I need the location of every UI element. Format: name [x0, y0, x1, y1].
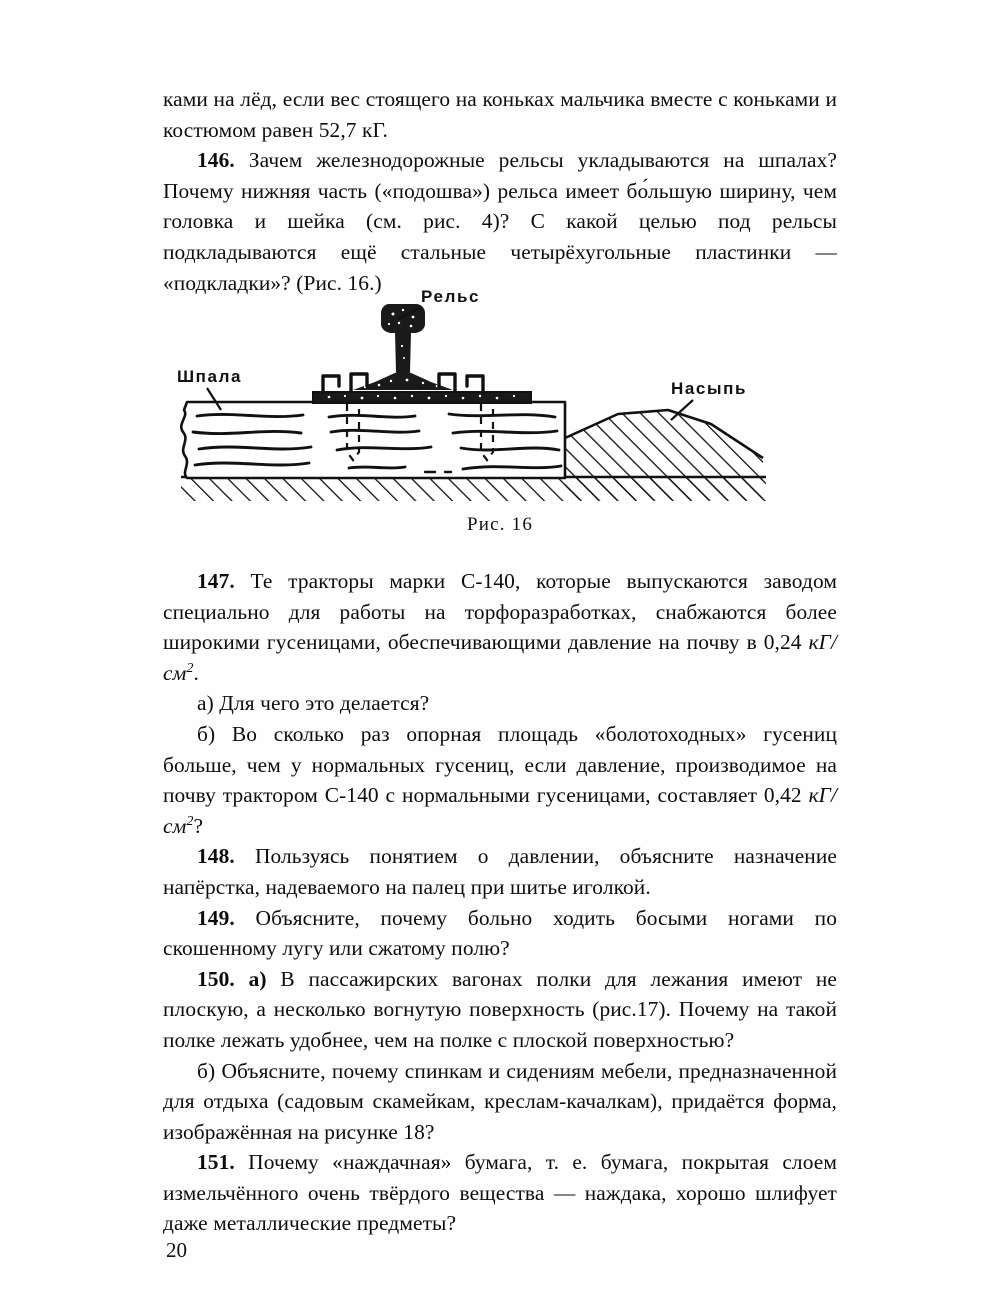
page-number: 20 — [166, 1238, 187, 1262]
problem-number-149: 149. — [197, 905, 235, 930]
problem-number-147a: а) — [197, 691, 214, 716]
paragraph-text: Зачем железнодорожные рельсы укладываются на шпалах? Почему нижняя часть («подошва») рельса имеет бо́льшую ширину, чем головка и шейка (см. рис. 4)? С какой целью под рельсы подкладываются ещё стальные четырёхугольные пластинки — «подкладки»? (Рис. 16.) — [163, 148, 837, 295]
paragraph-text: Объясните, почему спинкам и сидениям мебели, предназначенной для отдыха (садовым скамейкам, креслам-качалкам), придаётся форма, изображённая на рисунке 18? — [163, 1058, 837, 1144]
paragraph-146 — [163, 145, 837, 298]
text-column-top — [163, 84, 837, 298]
paragraph-147: 147. Те тракторы марки С-140, которые выпускаются заводом специально для работы на торфоразработках, снабжаются более широкими гусеницами, обеспечивающими давление на почву в 0,24 $кГ/см^2$. — [163, 569, 837, 685]
paragraph-149 — [163, 903, 837, 964]
baseplate-shape — [313, 392, 531, 403]
paragraph-text: ками на лёд, если вес стоящего на коньках мальчика вместе с коньками и костюмом равен 52,7 кГ. — [163, 87, 837, 142]
label-sleeper-text: Шпала — [177, 367, 243, 386]
problem-number-147b: б) — [197, 721, 216, 746]
problem-number-148: 148. — [197, 844, 235, 869]
paragraph-text: Почему «наждачная» бумага, т. е. бумага, покрытая слоем измельчённого очень твёрдого вещества — наждака, хорошо шлифует даже металлические предметы? — [163, 1150, 837, 1236]
problem-number-146: 146. — [197, 148, 235, 173]
paragraph-continuation — [163, 84, 837, 145]
problem-number-150b: б) — [197, 1058, 216, 1083]
problem-number-151: 151. — [197, 1150, 235, 1175]
text-column-bottom — [163, 566, 837, 1239]
label-rail-text: Рельс — [421, 287, 481, 306]
paragraph-147a — [163, 688, 837, 719]
paragraph-147b: б) Во сколько раз опорная площадь «болотоходных» гусениц больше, чем у нормальных гусениц, если давление, производимое на почву трактором С-140 с нормальными гусеницами, составляет 0,42 $кГ/см^2$? — [163, 721, 837, 838]
paragraph-text: Объясните, почему больно ходить босыми ногами по скошенному лугу или сжатому полю? — [163, 905, 838, 961]
paragraph-150a — [163, 964, 837, 1056]
figure-caption: Рис. 16 — [466, 514, 534, 535]
label-embankment-text: Насыпь — [671, 379, 748, 398]
paragraph-150b — [163, 1056, 837, 1148]
problem-number-150a: 150. а) — [197, 966, 267, 991]
paragraph-text: Для чего это делается? — [219, 691, 430, 716]
paragraph-text: В пассажирских вагонах полки для лежания имеют не плоскую, а несколько вогнутую поверхность (рис.17). Почему на такой полке лежать удобнее, чем на полке с плоской поверхностью? — [163, 966, 837, 1052]
figure-16 — [163, 286, 837, 558]
figure-16-drawing — [163, 286, 837, 521]
paragraph-text: Пользуясь понятием о давлении, объясните назначение напёрстка, надеваемого на палец при шитье иголкой. — [163, 844, 837, 899]
paragraph-151 — [163, 1147, 837, 1239]
problem-number-147: 147. — [197, 569, 235, 593]
paragraph-148 — [163, 841, 837, 902]
ground-hatching — [181, 477, 766, 501]
